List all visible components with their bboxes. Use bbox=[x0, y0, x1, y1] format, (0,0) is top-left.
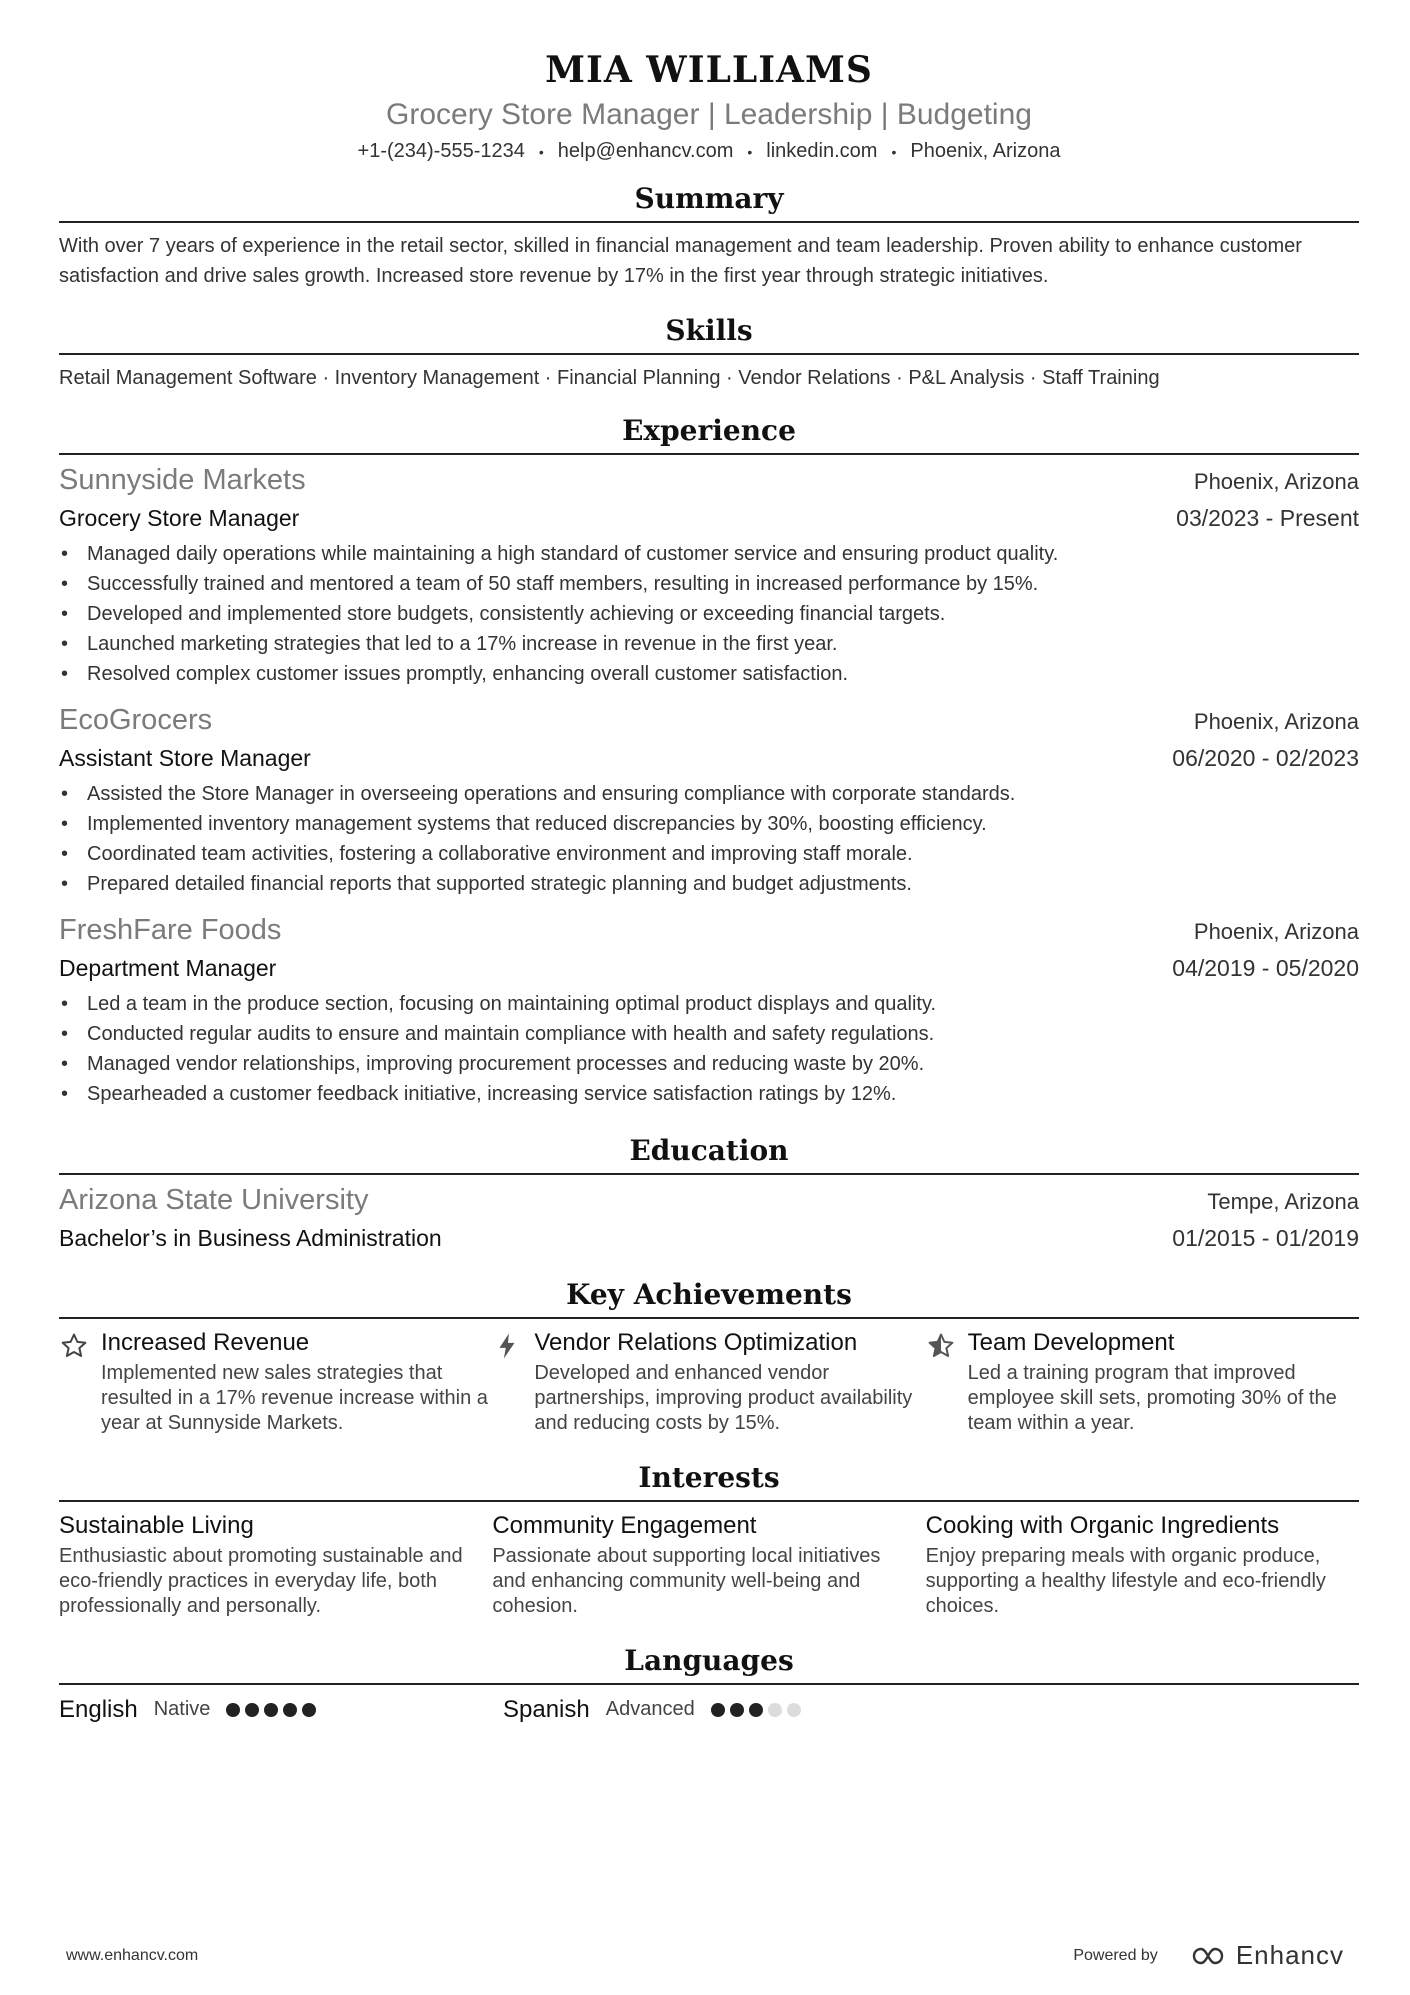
summary-text: With over 7 years of experience in the retail sector, skilled in financial management and team leadership. Proven ability to enhance customer satisfaction and drive sales growth. Increased store revenue by 17% in the first year through strategic initiatives. bbox=[59, 234, 1302, 287]
rating-dot-filled bbox=[730, 1703, 744, 1717]
section-divider bbox=[59, 453, 1359, 455]
job-bullets bbox=[59, 989, 1359, 1109]
interests-section bbox=[59, 1458, 1359, 1619]
candidate-headline: Grocery Store Manager | Leadership | Budgeting bbox=[386, 98, 1032, 131]
education-section bbox=[59, 1131, 1359, 1257]
footer-brand bbox=[1073, 1940, 1344, 1971]
powered-by-text: Powered by bbox=[1073, 1946, 1158, 1964]
job-location: Phoenix, Arizona bbox=[1193, 708, 1359, 734]
job-bullet: • Developed and implemented store budgets, consistently achieving or exceeding financial targets. bbox=[59, 599, 1359, 629]
rating-dot-empty bbox=[768, 1703, 782, 1717]
job-bullet: • Coordinated team activities, fostering a collaborative environment and improving staff morale. bbox=[59, 839, 1359, 869]
interest-item bbox=[926, 1510, 1359, 1619]
achievement-desc: Implemented new sales strategies that resulted in a 17% revenue increase within a year at Sunnyside Markets. bbox=[101, 1361, 488, 1434]
experience-title: Experience bbox=[622, 413, 796, 447]
job-dates: 04/2019 - 05/2020 bbox=[1172, 954, 1359, 981]
job-company: EcoGrocers bbox=[59, 703, 213, 736]
achievement-item bbox=[926, 1327, 1359, 1436]
resume-page bbox=[59, 44, 1359, 1727]
interest-title: Cooking with Organic Ingredients bbox=[925, 1511, 1280, 1539]
location-text: Phoenix, Arizona bbox=[910, 140, 1061, 162]
contact-line bbox=[59, 136, 1359, 167]
education-dates: 01/2015 - 01/2019 bbox=[1172, 1224, 1359, 1251]
skills-title: Skills bbox=[665, 313, 753, 347]
half-star-icon bbox=[926, 1327, 968, 1436]
interests-title: Interests bbox=[638, 1460, 780, 1494]
achievement-title: Increased Revenue bbox=[101, 1328, 310, 1356]
job-role: Assistant Store Manager bbox=[59, 744, 311, 771]
enhancv-logo[interactable] bbox=[1184, 1940, 1344, 1971]
lightning-icon bbox=[492, 1327, 534, 1436]
rating-dot-filled bbox=[245, 1703, 259, 1717]
rating-dot-filled bbox=[226, 1703, 240, 1717]
language-item bbox=[59, 1693, 503, 1727]
job-bullets bbox=[59, 779, 1359, 899]
language-rating bbox=[226, 1703, 321, 1717]
interest-desc: Enjoy preparing meals with organic produce, supporting a healthy lifestyle and eco-friendly choices. bbox=[925, 1544, 1326, 1617]
job-bullet: • Resolved complex customer issues promptly, enhancing overall customer satisfaction. bbox=[59, 659, 1359, 689]
job-bullet: • Led a team in the produce section, focusing on maintaining optimal product displays and quality. bbox=[59, 989, 1359, 1019]
job-dates: 06/2020 - 02/2023 bbox=[1172, 744, 1359, 771]
section-divider bbox=[59, 353, 1359, 355]
achievement-title: Vendor Relations Optimization bbox=[534, 1328, 858, 1356]
achievements-title: Key Achievements bbox=[566, 1277, 852, 1311]
contact-separator: • bbox=[891, 143, 897, 160]
languages-grid bbox=[59, 1693, 1359, 1727]
job-bullet: • Conducted regular audits to ensure and maintain compliance with health and safety regulations. bbox=[59, 1019, 1359, 1049]
rating-dot-filled bbox=[711, 1703, 725, 1717]
job-bullet: • Spearheaded a customer feedback initiative, increasing service satisfaction ratings by 12%. bbox=[59, 1079, 1359, 1109]
achievement-desc: Developed and enhanced vendor partnerships, improving product availability and reducing costs by 15%. bbox=[534, 1361, 913, 1434]
section-divider bbox=[59, 221, 1359, 223]
achievements-grid bbox=[59, 1327, 1359, 1436]
job-location: Phoenix, Arizona bbox=[1193, 468, 1359, 494]
job-bullet: • Managed vendor relationships, improving procurement processes and reducing waste by 20%. bbox=[59, 1049, 1359, 1079]
interests-grid bbox=[59, 1510, 1359, 1619]
job-bullets bbox=[59, 539, 1359, 689]
interest-title: Community Engagement bbox=[492, 1511, 757, 1539]
interest-desc: Enthusiastic about promoting sustainable and eco-friendly practices in everyday life, both professionally and personally. bbox=[59, 1544, 463, 1617]
job-role: Department Manager bbox=[59, 954, 277, 981]
job-location: Phoenix, Arizona bbox=[1193, 918, 1359, 944]
rating-dot-filled bbox=[264, 1703, 278, 1717]
contact-separator: • bbox=[538, 143, 544, 160]
job-entry bbox=[59, 461, 1359, 689]
rating-dot-filled bbox=[749, 1703, 763, 1717]
interest-item bbox=[492, 1510, 925, 1619]
section-divider bbox=[59, 1317, 1359, 1319]
skills-text: Retail Management Software · Inventory Management · Financial Planning · Vendor Relations · P&L Analysis · Staff Training bbox=[59, 366, 1160, 389]
job-company: FreshFare Foods bbox=[59, 913, 282, 946]
education-school: Arizona State University bbox=[59, 1183, 369, 1216]
achievements-section bbox=[59, 1275, 1359, 1436]
email-link[interactable]: help@enhancv.com bbox=[557, 140, 734, 162]
interest-item bbox=[59, 1510, 492, 1619]
language-name: Spanish bbox=[503, 1695, 590, 1723]
language-item bbox=[503, 1693, 947, 1727]
summary-section bbox=[59, 179, 1359, 291]
achievement-item bbox=[59, 1327, 492, 1436]
job-bullet: • Assisted the Store Manager in overseeing operations and ensuring compliance with corporate standards. bbox=[59, 779, 1359, 809]
achievement-item bbox=[492, 1327, 925, 1436]
enhancv-logo-icon bbox=[1184, 1944, 1230, 1968]
achievement-desc: Led a training program that improved employee skill sets, promoting 30% of the team within a year. bbox=[967, 1361, 1337, 1434]
skills-section bbox=[59, 311, 1359, 393]
education-entry bbox=[59, 1181, 1359, 1257]
rating-dot-filled bbox=[283, 1703, 297, 1717]
section-divider bbox=[59, 1683, 1359, 1685]
job-bullet: • Implemented inventory management systems that reduced discrepancies by 30%, boosting efficiency. bbox=[59, 809, 1359, 839]
job-bullet: • Launched marketing strategies that led to a 17% increase in revenue in the first year. bbox=[59, 629, 1359, 659]
rating-dot-empty bbox=[787, 1703, 801, 1717]
job-bullet: • Successfully trained and mentored a team of 50 staff members, resulting in increased performance by 15%. bbox=[59, 569, 1359, 599]
summary-title: Summary bbox=[634, 181, 784, 215]
page-footer bbox=[66, 1940, 1344, 1971]
footer-url[interactable]: www.enhancv.com bbox=[66, 1946, 199, 1964]
education-title: Education bbox=[629, 1133, 789, 1167]
phone-text: +1-(234)-555-1234 bbox=[357, 140, 525, 162]
job-bullet: • Prepared detailed financial reports that supported strategic planning and budget adjustments. bbox=[59, 869, 1359, 899]
languages-section bbox=[59, 1641, 1359, 1727]
job-entry bbox=[59, 911, 1359, 1109]
language-name: English bbox=[59, 1695, 138, 1723]
language-rating bbox=[711, 1703, 806, 1717]
star-icon bbox=[59, 1327, 101, 1436]
contact-separator: • bbox=[747, 143, 753, 160]
job-role: Grocery Store Manager bbox=[59, 504, 300, 531]
linkedin-link[interactable]: linkedin.com bbox=[766, 140, 878, 162]
job-dates: 03/2023 - Present bbox=[1176, 504, 1359, 531]
achievement-title: Team Development bbox=[967, 1328, 1175, 1356]
job-bullet: • Managed daily operations while maintaining a high standard of customer service and ensuring product quality. bbox=[59, 539, 1359, 569]
brand-name: Enhancv bbox=[1235, 1940, 1344, 1970]
languages-title: Languages bbox=[624, 1643, 794, 1677]
interest-desc: Passionate about supporting local initiatives and enhancing community well-being and cohesion. bbox=[492, 1544, 881, 1617]
language-level: Native bbox=[153, 1698, 211, 1721]
candidate-name: MIA WILLIAMS bbox=[545, 49, 873, 91]
interest-title: Sustainable Living bbox=[59, 1511, 254, 1539]
language-level: Advanced bbox=[605, 1698, 695, 1721]
section-divider bbox=[59, 1500, 1359, 1502]
rating-dot-filled bbox=[302, 1703, 316, 1717]
experience-section bbox=[59, 411, 1359, 1109]
job-entry bbox=[59, 701, 1359, 899]
education-degree: Bachelor’s in Business Administration bbox=[59, 1224, 442, 1251]
section-divider bbox=[59, 1173, 1359, 1175]
job-company: Sunnyside Markets bbox=[59, 463, 306, 496]
education-location: Tempe, Arizona bbox=[1207, 1188, 1359, 1214]
